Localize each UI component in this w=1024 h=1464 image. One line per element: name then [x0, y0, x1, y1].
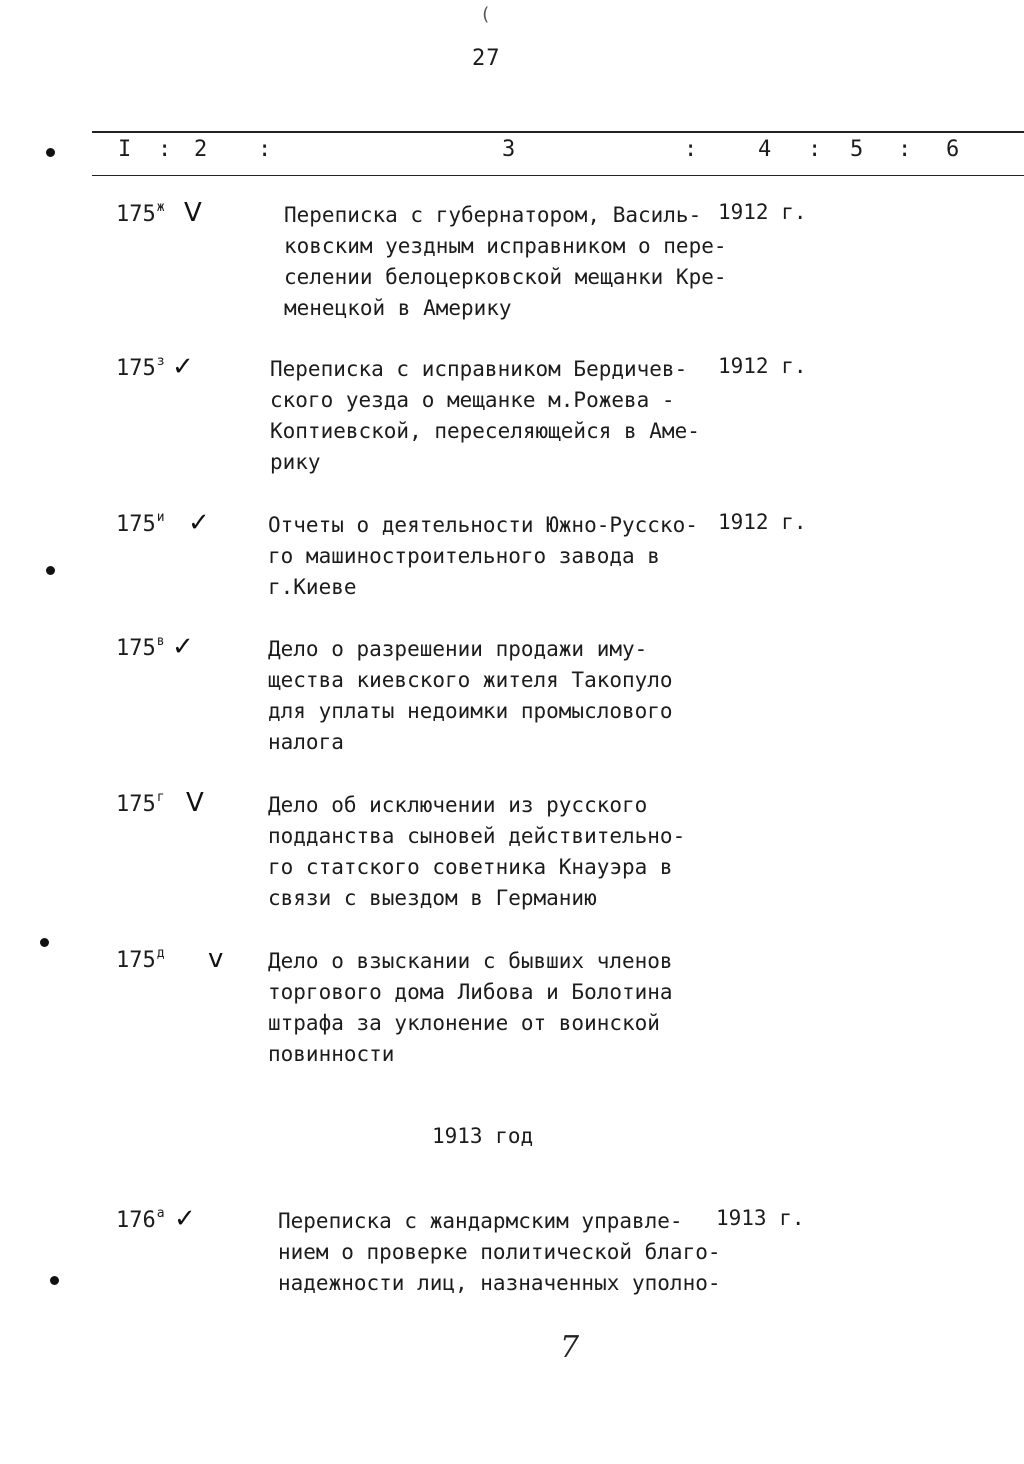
check-mark-icon: ✓: [188, 508, 210, 538]
col-6-header: 6: [946, 137, 960, 162]
check-mark-icon: ✓: [172, 632, 194, 662]
check-mark-icon: ✓: [172, 352, 194, 382]
punch-hole-mark: [40, 938, 49, 947]
item-date: 1912 г.: [718, 354, 807, 378]
col-2-header: 2: [194, 137, 208, 162]
item-description: Переписка с исправником Бердичев- ского уезда о мещанке м.Рожева - Коптиевской, переселяющейся в Аме- рику: [270, 357, 700, 474]
col-sep: :: [898, 137, 912, 162]
column-header-row: [0, 137, 1024, 171]
item-description: Дело о взыскании с бывших членов торгового дома Либова и Болотина штрафа за уклонение от воинской повинности: [268, 949, 673, 1066]
punch-hole-mark: [46, 566, 55, 575]
top-pencil-mark: (: [480, 4, 491, 25]
col-sep: :: [158, 137, 172, 162]
check-mark-icon: V: [184, 198, 202, 228]
header-top-rule: [92, 131, 1024, 133]
punch-hole-mark: [46, 148, 55, 157]
header-bottom-rule: [92, 175, 1024, 176]
item-description: Дело об исключении из русского подданства сыновей действительно- го статского советника Кнауэра в связи с выездом в Германию: [268, 793, 686, 910]
check-mark-icon: ✓: [174, 1204, 196, 1234]
item-number: $175^з$: [116, 354, 165, 381]
item-date: 1913 г.: [716, 1206, 805, 1230]
col-sep: :: [808, 137, 822, 162]
item-number: $175^г$: [116, 790, 165, 817]
item-description: Переписка с жандармским управле- нием о проверке политической благо- надежности лиц, назначенных уполно-: [278, 1209, 721, 1295]
item-description: Дело о разрешении продажи иму- щества киевского жителя Такопуло для уплаты недоимки промыслового налога: [268, 637, 673, 754]
item-number: $175^д$: [116, 946, 165, 973]
item-number: $175^в$: [116, 634, 165, 661]
check-mark-icon: V: [186, 788, 204, 818]
item-number: $176^а$: [116, 1206, 165, 1233]
col-sep: :: [258, 137, 272, 162]
item-date: 1912 г.: [718, 200, 807, 224]
item-date: 1912 г.: [718, 510, 807, 534]
col-1-header: I: [118, 137, 132, 162]
year-heading: 1913 год: [432, 1124, 534, 1148]
page-number: 27: [472, 46, 501, 71]
col-sep: :: [684, 137, 698, 162]
item-number: $175^и$: [116, 510, 165, 537]
col-4-header: 4: [758, 137, 772, 162]
item-number: $175^ж$: [116, 200, 165, 227]
handwritten-page-mark: 7: [560, 1330, 580, 1365]
punch-hole-mark: [50, 1276, 59, 1285]
check-mark-icon: v: [208, 944, 224, 974]
col-5-header: 5: [850, 137, 864, 162]
item-description: Отчеты о деятельности Южно-Русско- го машиностроительного завода в г.Киеве: [268, 513, 698, 599]
item-description: Переписка с губернатором, Василь- ковским уездным исправником о пере- селении белоцерковской мещанки Кре- менецкой в Америку: [284, 203, 727, 320]
col-3-header: 3: [502, 137, 516, 162]
